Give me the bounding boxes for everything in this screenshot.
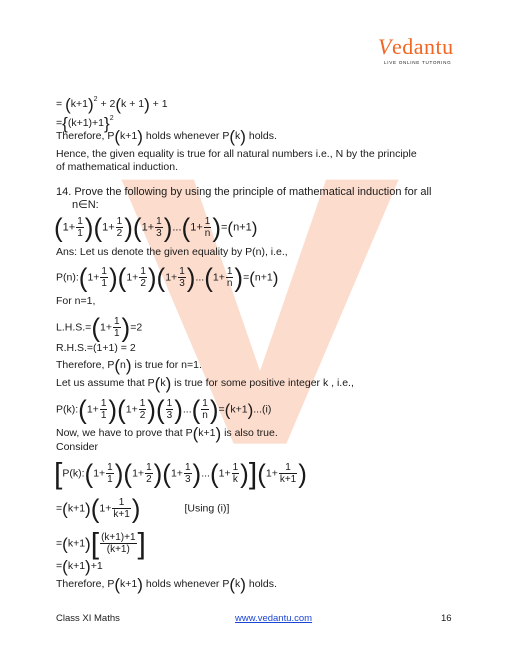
vedantu-logo — [378, 36, 478, 65]
lhs-line: L.H.S.=(1+ $\frac{1}{1}$ )=2 — [56, 312, 143, 343]
eq-line-2: $=\{(k+1)+1\}^2$ — [56, 114, 114, 133]
hence-line: Hence, the given equality is true for all natural numbers i.e., N by the principle — [56, 148, 417, 160]
question-14: 14. Prove the following by using the principle of mathematical induction for all — [56, 186, 432, 198]
hence-line-2: of mathematical induction. — [56, 161, 178, 173]
logo-initial: V — [378, 34, 392, 59]
footer-website-link[interactable]: www.vedantu.com — [235, 613, 313, 624]
question-14-domain: n∈N: — [72, 199, 99, 211]
answer-intro: Ans: Let us denote the given equality by P(n), i.e., — [56, 246, 288, 258]
therefore-n1: Therefore, P(n) is true for n=1. — [56, 356, 202, 375]
logo-name: edantu — [391, 34, 454, 59]
main-equality: (1+ $\frac{1}{1}$ )(1+ $\frac{1}{2}$ )(1+ $\frac{1}{3}$ )...(1+ $\frac{1}{n}$ )=(n+1) — [54, 212, 258, 243]
conclusion-line-2: Therefore, P(k+1) holds whenever P(k) holds. — [56, 575, 277, 594]
pk-equality: P(k):(1+ $\frac{1}{1}$ )(1+ $\frac{1}{2}$ )( $\frac{1}{3}$ )...( $\frac{1}{n}$ )=(k+1)...(i) — [56, 394, 272, 425]
page-number: 16 — [441, 613, 452, 624]
consider-label: Consider — [56, 441, 99, 453]
now-line: Now, we have to prove that P(k+1) is also true. — [56, 424, 278, 443]
conclusion-line-1: Therefore, P(k+1) holds whenever P(k) holds. — [56, 127, 277, 146]
step-using-i: =(k+1)(1+ $\frac{1}{k+1}$ ) [Using (i)] — [56, 493, 230, 524]
rhs-line: R.H.S.=(1+1) = 2 — [56, 342, 136, 354]
footer-class: Class XI Maths — [56, 613, 120, 624]
consider-expression: [P(k):(1+ $\frac{1}{1}$ )(1+ $\frac{1}{2}$ )(1+ $\frac{1}{3}$ )...(1+ $\frac{1}{k}$ )](1+ $\frac{1}{k+1}$ ) — [54, 457, 307, 491]
logo-tagline: LIVE ONLINE TUTORING — [384, 60, 452, 65]
assume-line: Let us assume that P(k) is true for some positive integer k , i.e., — [56, 374, 354, 393]
step-fraction: =(k+1)[ $\frac{(k+1)+1}{(k+1)}$ ] — [56, 527, 146, 561]
step-final: =(k+1)+1 — [56, 557, 103, 576]
pn-equality: P(n):(1+ $\frac{1}{1}$ )(1+ $\frac{1}{2}$ )(1+ $\frac{1}{3}$ )...(1+ $\frac{1}{n}$ )=(n+1) — [56, 262, 279, 293]
eq-line-1: = $(k+1)^2 + 2(k + 1) + 1$ — [56, 95, 168, 114]
for-n-1: For n=1, — [56, 295, 96, 307]
